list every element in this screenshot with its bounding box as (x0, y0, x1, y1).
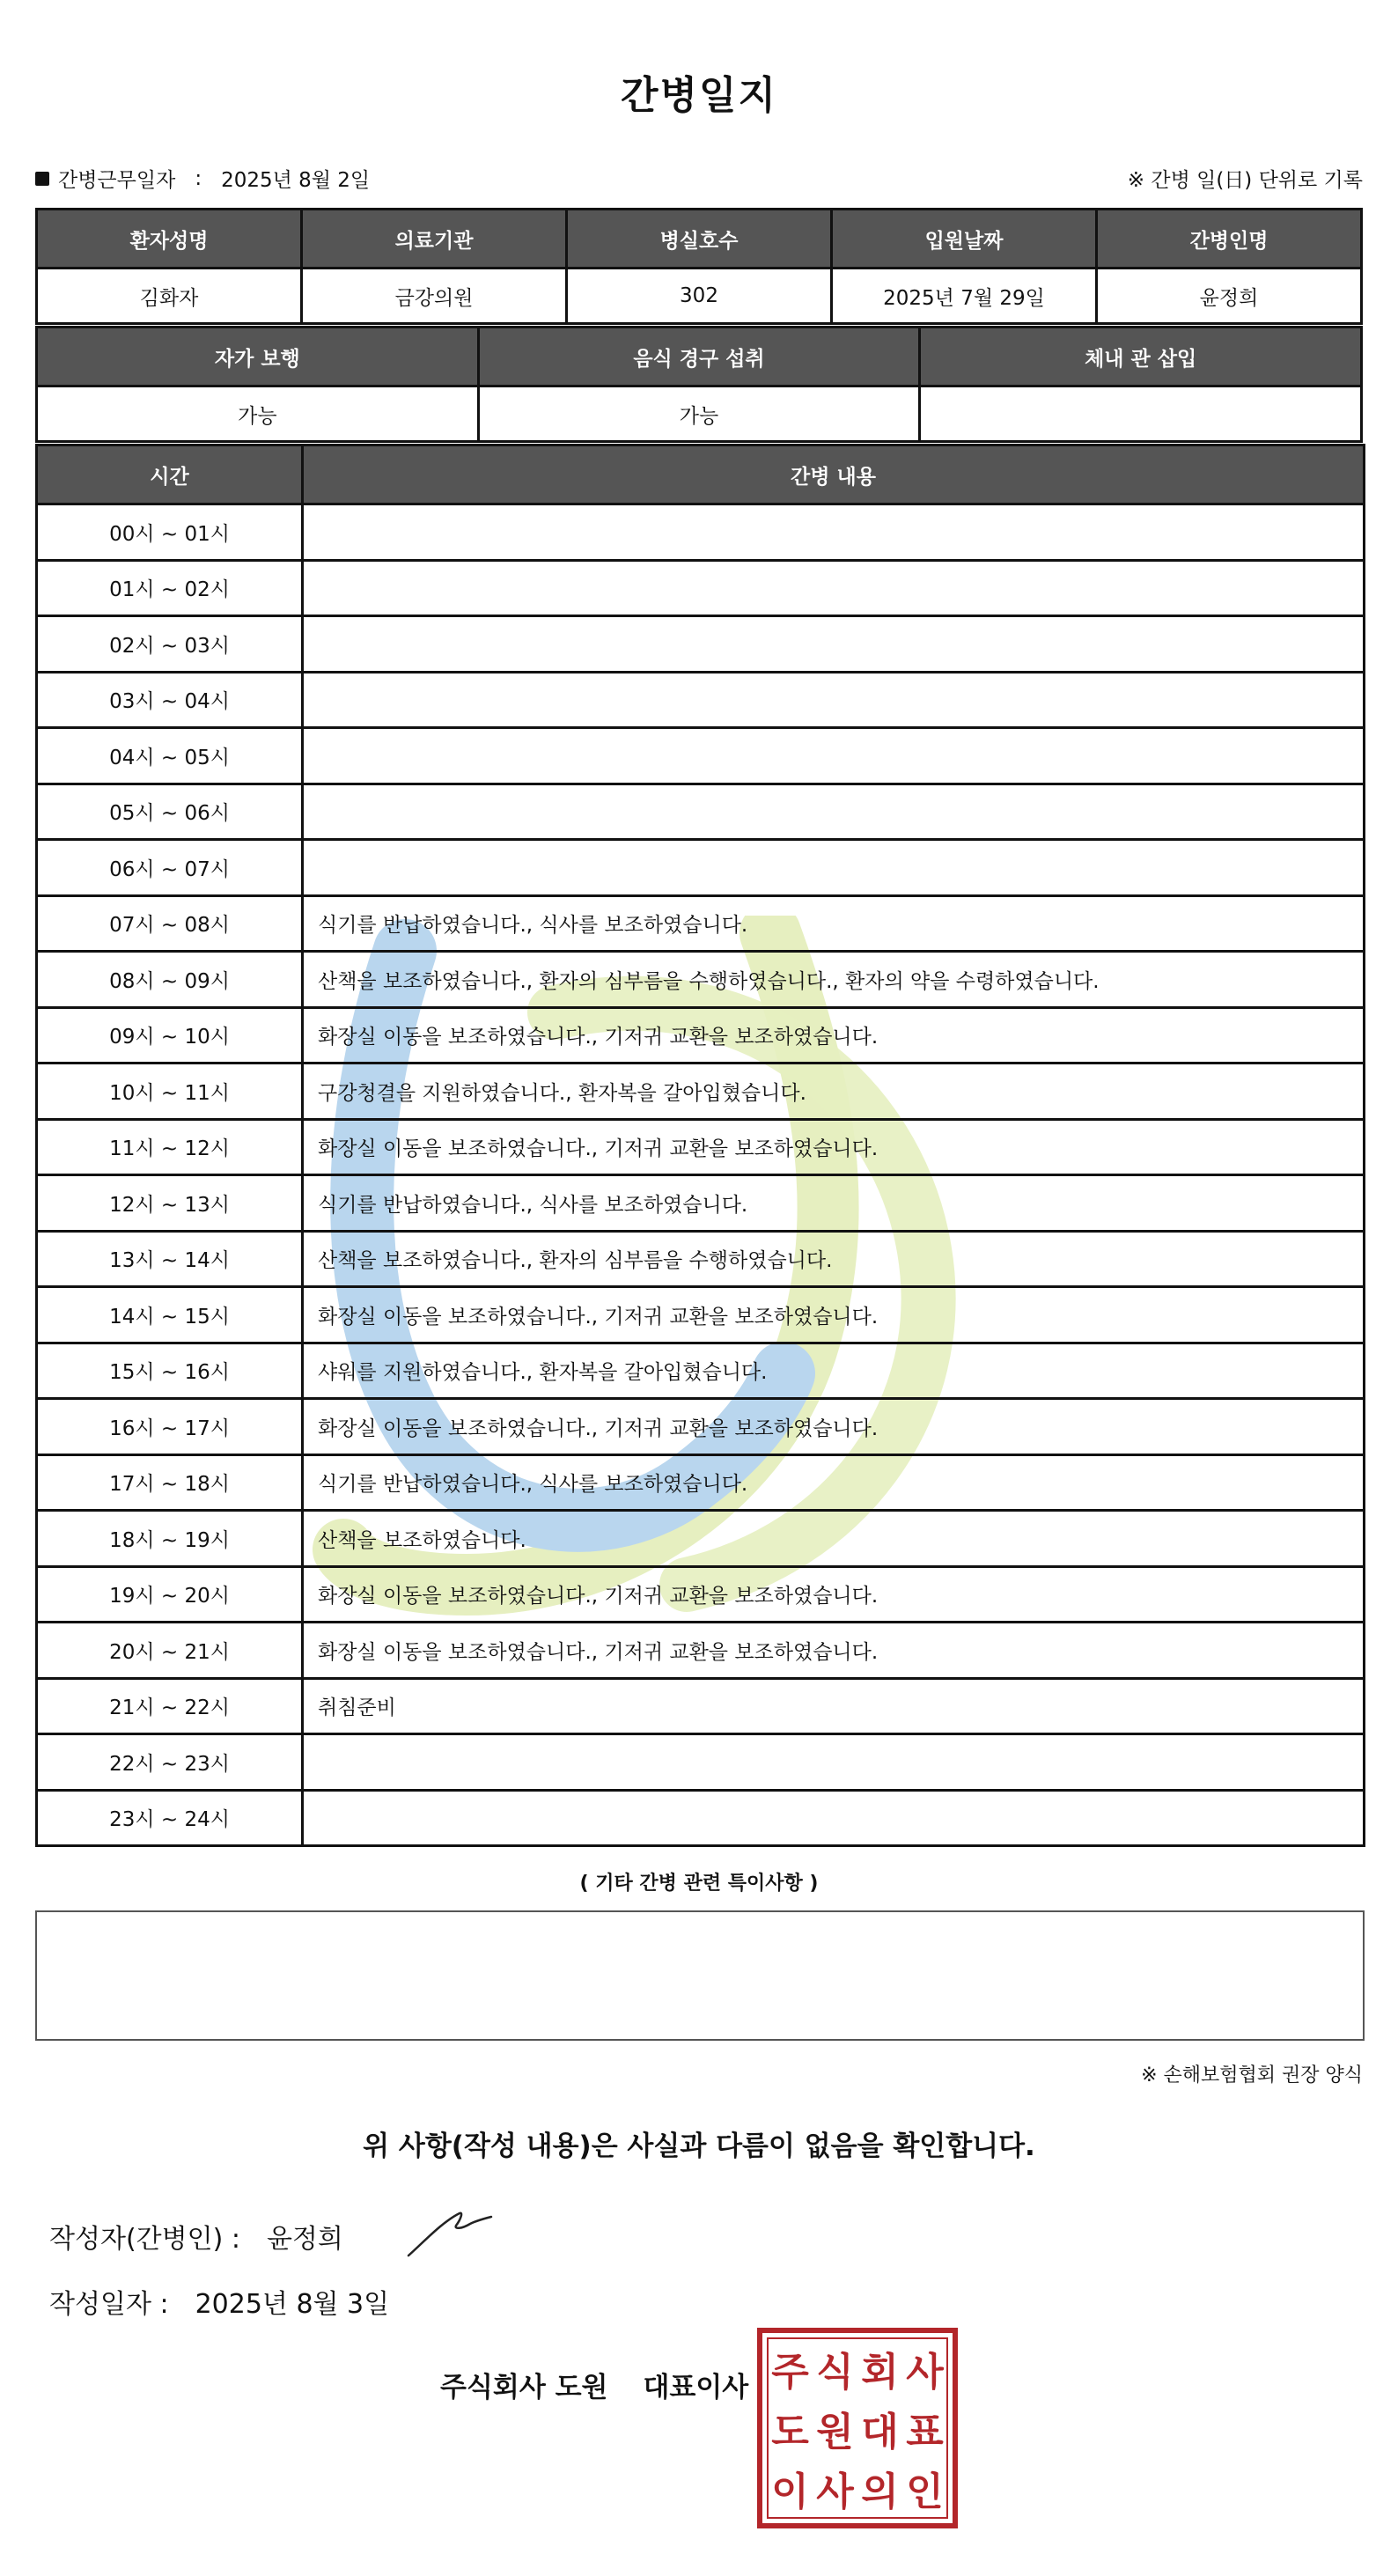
time-slot-cell: 22시 ~ 23시 (37, 1734, 303, 1791)
table-row (37, 784, 1365, 840)
seal-glyph: 이 (771, 2469, 809, 2514)
seal-glyph: 식 (816, 2350, 854, 2395)
institution-header: 의료기관 (302, 210, 567, 269)
written-date-value: 2025년 8월 3일 (195, 2289, 390, 2320)
table-row (37, 1399, 1365, 1455)
care-content-cell (303, 616, 1365, 673)
patient-name-header: 환자성명 (37, 210, 302, 269)
care-content-cell: 화장실 이동을 보조하였습니다., 기저귀 교환을 보조하였습니다. (303, 1119, 1365, 1175)
time-slot-cell: 12시 ~ 13시 (37, 1175, 303, 1232)
care-content-header: 간병 내용 (303, 445, 1365, 504)
page-title: 간병일지 (620, 73, 777, 118)
table-row (37, 1119, 1365, 1175)
recommended-form-note: ※ 손해보험협회 권장 양식 (1141, 2064, 1363, 2087)
time-slot-cell: 11시 ~ 12시 (37, 1119, 303, 1175)
time-slot-cell: 15시 ~ 16시 (37, 1343, 303, 1399)
care-content-cell (303, 728, 1365, 784)
confirmation-statement: 위 사항(작성 내용)은 사실과 다름이 없음을 확인합니다. (363, 2131, 1035, 2162)
room-number-value: 302 (567, 269, 832, 324)
seal-glyph: 인 (906, 2469, 944, 2514)
time-slot-cell: 00시 ~ 01시 (37, 504, 303, 561)
table-row (37, 952, 1365, 1008)
room-number-header: 병실호수 (567, 210, 832, 269)
time-slot-cell: 05시 ~ 06시 (37, 784, 303, 840)
oral-intake-header: 음식 경구 섭취 (478, 328, 920, 386)
care-content-cell (303, 1734, 1365, 1791)
care-content-cell: 산책을 보조하였습니다., 환자의 심부름을 수행하였습니다. (303, 1231, 1365, 1287)
care-content-cell (303, 560, 1365, 616)
writer-row (49, 2217, 343, 2256)
care-log-table (35, 444, 1365, 1847)
tube-insertion-value (920, 386, 1362, 442)
care-content-cell (303, 672, 1365, 728)
table-row (37, 1734, 1365, 1791)
time-slot-cell: 16시 ~ 17시 (37, 1399, 303, 1455)
care-content-cell: 산책을 보조하였습니다., 환자의 심부름을 수행하였습니다., 환자의 약을 수령하였습니다. (303, 952, 1365, 1008)
time-slot-cell: 13시 ~ 14시 (37, 1231, 303, 1287)
company-signature-row (440, 2365, 748, 2404)
ability-table (35, 326, 1363, 443)
seal-glyph: 의 (861, 2469, 899, 2514)
time-slot-cell: 04시 ~ 05시 (37, 728, 303, 784)
time-slot-cell: 01시 ~ 02시 (37, 560, 303, 616)
square-bullet-icon (35, 172, 49, 186)
table-row (37, 840, 1365, 896)
caregiver-name-header: 간병인명 (1097, 210, 1362, 269)
care-content-cell: 식기를 반납하였습니다., 식사를 보조하였습니다. (303, 895, 1365, 952)
care-content-cell: 화장실 이동을 보조하였습니다., 기저귀 교환을 보조하였습니다. (303, 1287, 1365, 1343)
care-content-cell (303, 840, 1365, 896)
time-slot-cell: 02시 ~ 03시 (37, 616, 303, 673)
table-row (37, 1175, 1365, 1232)
time-header: 시간 (37, 445, 303, 504)
time-slot-cell: 21시 ~ 22시 (37, 1678, 303, 1734)
ceo-title: 대표이사 (643, 2372, 749, 2403)
time-slot-cell: 17시 ~ 18시 (37, 1454, 303, 1511)
care-content-cell: 식기를 반납하였습니다., 식사를 보조하였습니다. (303, 1175, 1365, 1232)
seal-glyph: 표 (906, 2410, 944, 2455)
care-content-cell (303, 784, 1365, 840)
care-content-cell: 산책을 보조하였습니다. (303, 1511, 1365, 1567)
time-slot-cell: 18시 ~ 19시 (37, 1511, 303, 1567)
seal-glyph: 사 (816, 2469, 854, 2514)
writer-label: 작성자(간병인) : (49, 2224, 240, 2255)
care-content-cell: 샤워를 지원하였습니다., 환자복을 갈아입혔습니다. (303, 1343, 1365, 1399)
company-name: 주식회사 도원 (440, 2372, 608, 2403)
work-date-group (35, 164, 370, 193)
time-slot-cell: 06시 ~ 07시 (37, 840, 303, 896)
oral-intake-value: 가능 (478, 386, 920, 442)
time-slot-cell: 07시 ~ 08시 (37, 895, 303, 952)
table-row (37, 672, 1365, 728)
seal-glyph: 대 (861, 2410, 899, 2455)
table-row (37, 1343, 1365, 1399)
table-row (37, 1007, 1365, 1064)
care-content-cell: 식기를 반납하였습니다., 식사를 보조하였습니다. (303, 1454, 1365, 1511)
table-row (37, 895, 1365, 952)
writer-name: 윤정희 (266, 2224, 343, 2255)
care-content-cell: 화장실 이동을 보조하였습니다., 기저귀 교환을 보조하였습니다. (303, 1623, 1365, 1679)
work-date-value: 2025년 8월 2일 (221, 169, 371, 192)
admission-date-value: 2025년 7월 29일 (832, 269, 1097, 324)
table-row (37, 504, 1365, 561)
care-content-cell: 취침준비 (303, 1678, 1365, 1734)
table-row (37, 1454, 1365, 1511)
seal-glyph: 사 (906, 2350, 944, 2395)
care-content-cell (303, 504, 1365, 561)
care-content-cell (303, 1790, 1365, 1846)
table-row (37, 560, 1365, 616)
time-slot-cell: 03시 ~ 04시 (37, 672, 303, 728)
table-row (37, 616, 1365, 673)
self-walking-value: 가능 (37, 386, 479, 442)
tube-insertion-header: 체내 관 삽입 (920, 328, 1362, 386)
table-row (37, 1678, 1365, 1734)
seal-glyph: 원 (816, 2410, 854, 2455)
table-row (37, 1511, 1365, 1567)
care-content-cell: 화장실 이동을 보조하였습니다., 기저귀 교환을 보조하였습니다. (303, 1007, 1365, 1064)
institution-value: 금강의원 (302, 269, 567, 324)
time-slot-cell: 09시 ~ 10시 (37, 1007, 303, 1064)
self-walking-header: 자가 보행 (37, 328, 479, 386)
table-row (37, 1064, 1365, 1120)
table-row (37, 1287, 1365, 1343)
company-seal (757, 2328, 958, 2528)
table-row (37, 1623, 1365, 1679)
time-slot-cell: 19시 ~ 20시 (37, 1566, 303, 1623)
table-row (37, 1566, 1365, 1623)
time-slot-cell: 20시 ~ 21시 (37, 1623, 303, 1679)
patient-info-table (35, 208, 1363, 325)
written-date-row (49, 2282, 389, 2321)
seal-glyph: 회 (861, 2350, 899, 2395)
care-content-cell: 구강청결을 지원하였습니다., 환자복을 갈아입혔습니다. (303, 1064, 1365, 1120)
work-date-label: 간병근무일자 (58, 169, 176, 192)
table-row (37, 1231, 1365, 1287)
written-date-label: 작성일자 : (49, 2289, 169, 2320)
record-unit-note: ※ 간병 일(日) 단위로 기록 (1127, 169, 1363, 192)
seal-glyph: 주 (771, 2350, 809, 2395)
time-slot-cell: 14시 ~ 15시 (37, 1287, 303, 1343)
table-row (37, 728, 1365, 784)
admission-date-header: 입원날짜 (832, 210, 1097, 269)
handwritten-signature (407, 2206, 495, 2259)
seal-glyph: 도 (771, 2410, 809, 2455)
remarks-box (35, 1910, 1365, 2041)
time-slot-cell: 23시 ~ 24시 (37, 1790, 303, 1846)
time-slot-cell: 10시 ~ 11시 (37, 1064, 303, 1120)
work-date-colon: : (195, 166, 202, 190)
work-date-row (35, 164, 1363, 199)
time-slot-cell: 08시 ~ 09시 (37, 952, 303, 1008)
care-content-cell: 화장실 이동을 보조하였습니다., 기저귀 교환을 보조하였습니다. (303, 1566, 1365, 1623)
care-content-cell: 화장실 이동을 보조하였습니다., 기저귀 교환을 보조하였습니다. (303, 1399, 1365, 1455)
table-row (37, 1790, 1365, 1846)
patient-name-value: 김화자 (37, 269, 302, 324)
remarks-title: ( 기타 간병 관련 특이사항 ) (579, 1873, 819, 1895)
caregiver-name-value: 윤정희 (1097, 269, 1362, 324)
